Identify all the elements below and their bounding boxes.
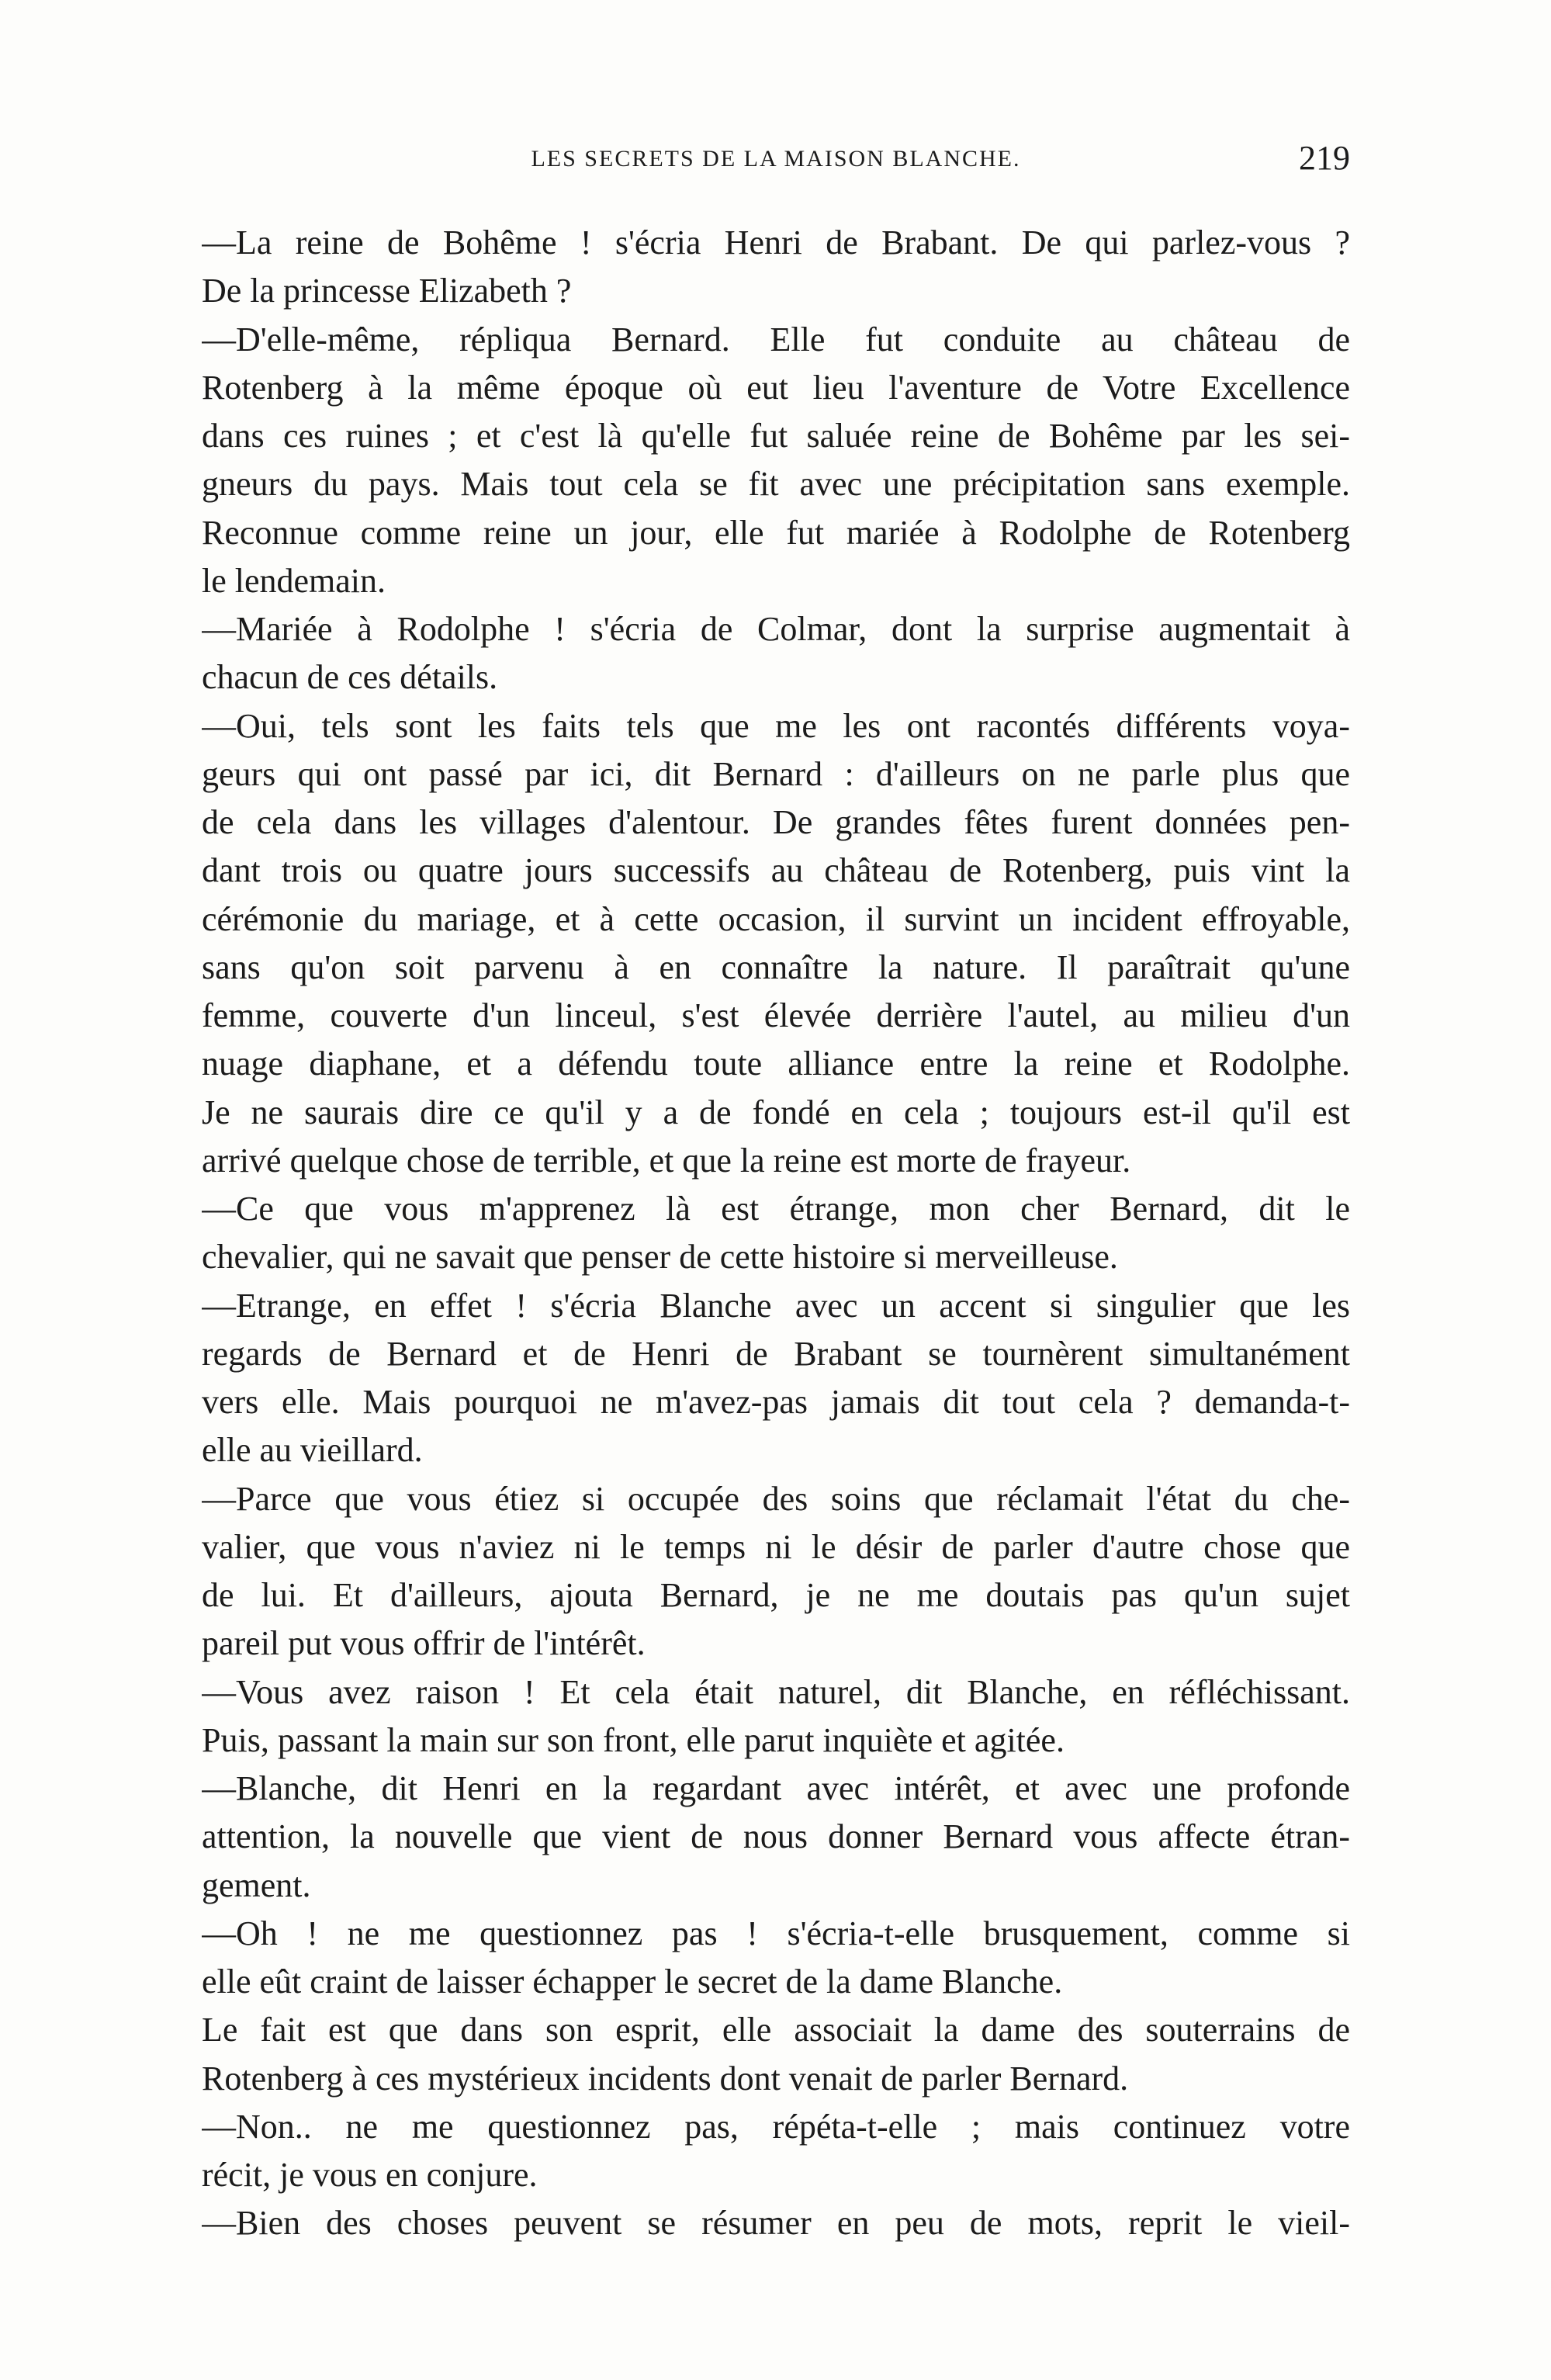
text-line: —Oui, tels sont les faits tels que me les ont racontés différents voya- [202,706,1350,745]
text-line: regards de Bernard et de Henri de Brabant se tournèrent simultanément [202,1334,1350,1373]
text-line: Reconnue comme reine un jour, elle fut mariée à Rodolphe de Rotenberg [202,513,1350,552]
text-line: sans qu'on soit parvenu à en connaître la nature. Il paraîtrait qu'une [202,947,1350,986]
text-line: nuage diaphane, et a défendu toute alliance entre la reine et Rodolphe. [202,1044,1350,1083]
text-line: vers elle. Mais pourquoi ne m'avez-pas jamais dit tout cela ? demanda-t- [202,1383,1350,1421]
text-line: Puis, passant la main sur son front, elle parut inquiète et agitée. [202,1720,1065,1759]
text-line: chacun de ces détails. [202,658,498,697]
text-line: attention, la nouvelle que vient de nous donner Bernard vous affecte étran- [202,1817,1350,1856]
text-line: le lendemain. [202,561,386,600]
text-line: gement. [202,1866,311,1904]
body-text [202,219,1350,2248]
text-line: —Etrange, en effet ! s'écria Blanche avec un accent si singulier que les [202,1286,1350,1325]
text-line: arrivé quelque chose de terrible, et que la reine est morte de frayeur. [202,1141,1131,1180]
text-line: —D'elle-même, répliqua Bernard. Elle fut conduite au château de [202,320,1350,359]
text-line: —Bien des choses peuvent se résumer en peu de mots, reprit le vieil- [202,2204,1350,2243]
text-line: —Non.. ne me questionnez pas, répéta-t-elle ; mais continuez votre [202,2107,1350,2146]
text-line: geurs qui ont passé par ici, dit Bernard : d'ailleurs on ne parle plus que [202,754,1350,793]
text-line: Rotenberg à ces mystérieux incidents dont venait de parler Bernard. [202,2059,1129,2098]
text-line: gneurs du pays. Mais tout cela se fit avec une précipitation sans exemple. [202,465,1350,504]
text-line: valier, que vous n'aviez ni le temps ni le désir de parler d'autre chose que [202,1527,1350,1566]
text-line: Rotenberg à la même époque où eut lieu l'aventure de Votre Excellence [202,368,1350,407]
text-line: De la princesse Elizabeth ? [202,272,572,310]
text-line: Le fait est que dans son esprit, elle associait la dame des souterrains de [202,2011,1350,2049]
text-line: —Vous avez raison ! Et cela était naturel, dit Blanche, en réfléchissant. [202,1672,1350,1711]
text-line: femme, couverte d'un linceul, s'est élevée derrière l'autel, au milieu d'un [202,996,1350,1034]
text-line: elle au vieillard. [202,1431,423,1470]
text-line: —Mariée à Rodolphe ! s'écria de Colmar, dont la surprise augmentait à [202,610,1350,648]
running-head: LES SECRETS DE LA MAISON BLANCHE. [531,146,1021,171]
text-line: —Ce que vous m'apprenez là est étrange, mon cher Bernard, dit le [202,1190,1350,1228]
page-number: 219 [1299,139,1350,177]
page-header [202,138,1350,185]
text-line: de lui. Et d'ailleurs, ajouta Bernard, je ne me doutais pas qu'un sujet [202,1576,1350,1614]
text-line: Je ne saurais dire ce qu'il y a de fondé en cela ; toujours est-il qu'il est [202,1093,1350,1131]
text-line: —Parce que vous étiez si occupée des soins que réclamait l'état du che- [202,1479,1350,1518]
text-line: elle eût craint de laisser échapper le secret de la dame Blanche. [202,1963,1063,2001]
text-line: dans ces ruines ; et c'est là qu'elle fut saluée reine de Bohême par les sei- [202,417,1350,455]
text-line: de cela dans les villages d'alentour. De grandes fêtes furent données pen- [202,803,1350,841]
text-line: chevalier, qui ne savait que penser de cette histoire si merveilleuse. [202,1238,1118,1277]
text-line: dant trois ou quatre jours successifs au château de Rotenberg, puis vint la [202,851,1350,890]
text-line: —La reine de Bohême ! s'écria Henri de Brabant. De qui parlez-vous ? [202,223,1350,262]
text-line: pareil put vous offrir de l'intérêt. [202,1624,646,1663]
text-line: cérémonie du mariage, et à cette occasion, il survint un incident effroyable, [202,899,1350,938]
text-line: récit, je vous en conjure. [202,2156,538,2194]
text-line: —Blanche, dit Henri en la regardant avec intérêt, et avec une profonde [202,1769,1350,1807]
text-line: —Oh ! ne me questionnez pas ! s'écria-t-elle brusquement, comme si [202,1914,1350,1952]
